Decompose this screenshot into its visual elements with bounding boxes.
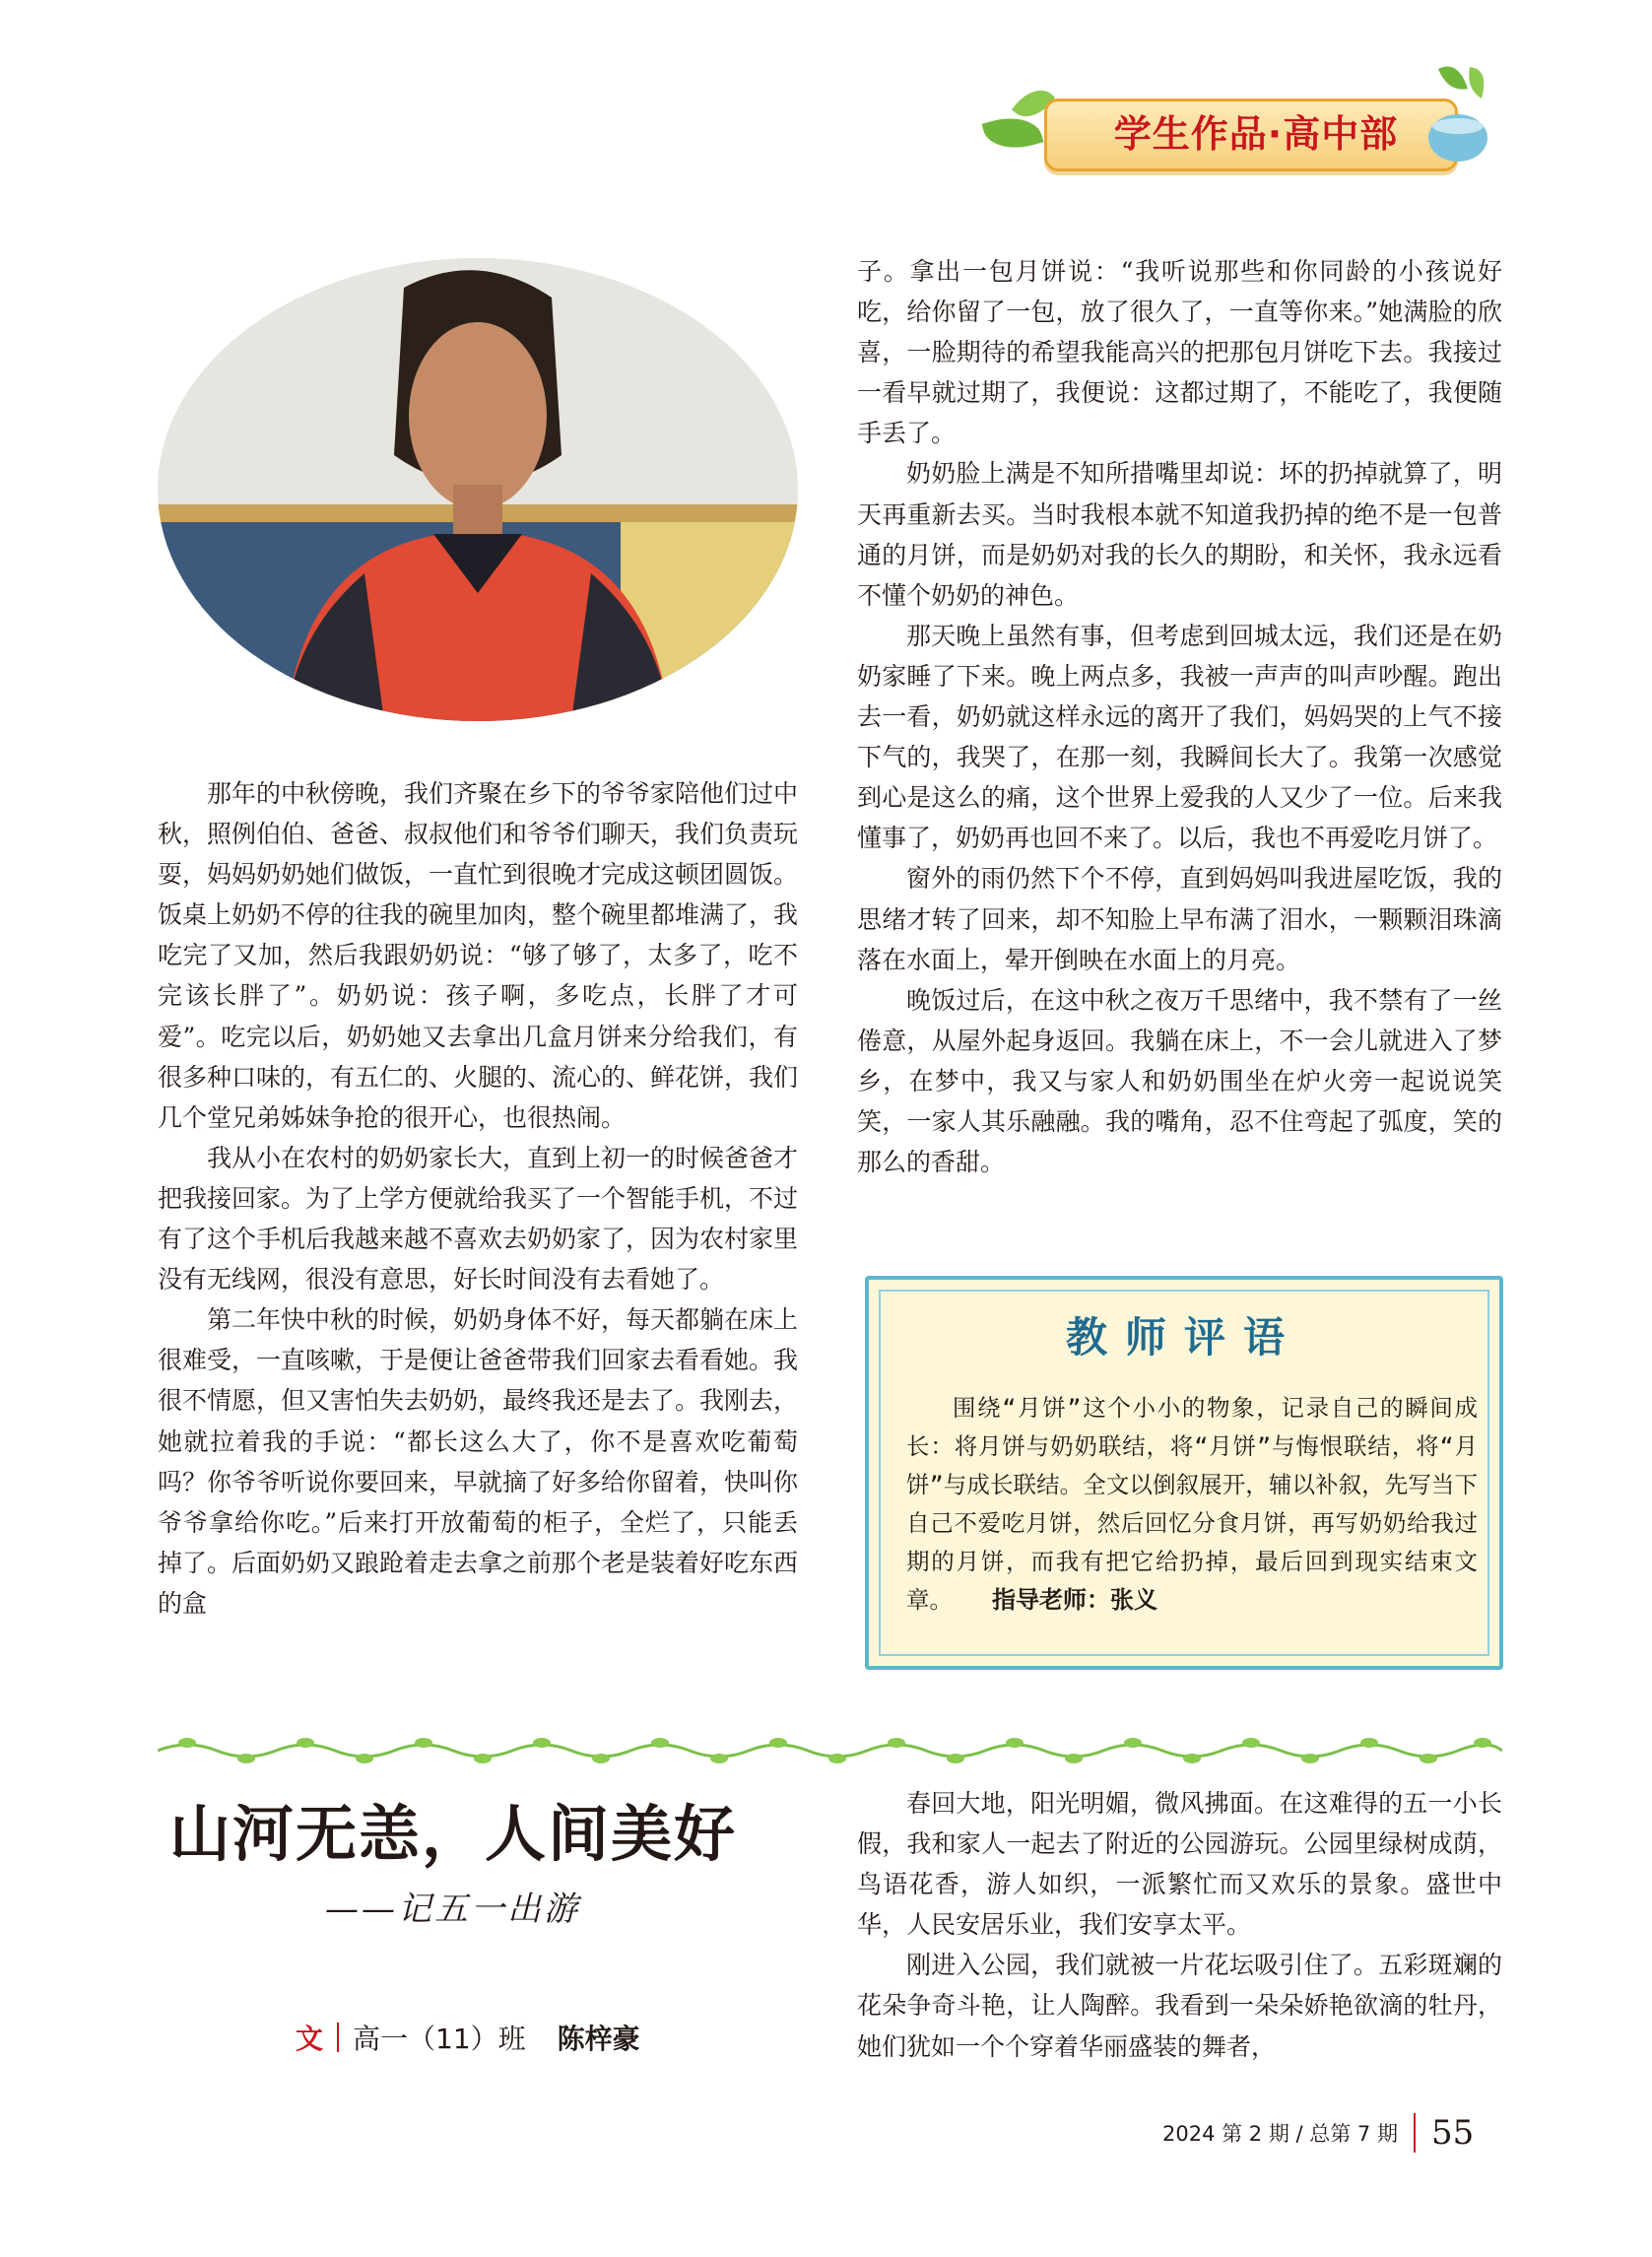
section-title: 学生作品·高中部: [1113, 112, 1399, 156]
teacher-signature: 指导老师：张义: [992, 1586, 1157, 1614]
article1-paragraph: 我从小在农村的奶奶家长大，直到上初一的时候爸爸才把我接回家。为了上学方便就给我买了一个智能手机，不过有了这个手机后我越来越不喜欢去奶奶家了，因为农村家里没有无线网，很没有意思，好长时间没有去看她了。: [158, 1143, 799, 1294]
leaf-decoration-icon: [982, 109, 1044, 156]
article1-paragraph: 奶奶脸上满是不知所措嘴里却说：坏的扔掉就算了，明天再重新去买。当时我根本就不知道我扔掉的绝不是一包普通的月饼，而是奶奶对我的长久的期盼，和关怀，我永远看不懂个奶奶的神色。: [857, 459, 1502, 610]
article2-paragraph: 刚进入公园，我们就被一片花坛吸引住了。五彩斑斓的花朵争奇斗艳，让人陶醉。我看到一朵朵娇艳欲滴的牡丹，她们犹如一个个穿着华丽盛装的舞者，: [857, 1951, 1502, 2061]
byline-label: 文: [296, 2023, 324, 2055]
article1-paragraph: 晚饭过后，在这中秋之夜万千思绪中，我不禁有了一丝倦意，从屋外起身返回。我躺在床上，不一会儿就进入了梦乡，在梦中，我又与家人和奶奶围坐在炉火旁一起说说笑笑，一家人其乐融融。我的嘴角，忍不住弯起了弧度，笑的那么的香甜。: [857, 985, 1502, 1177]
article1-right-column: [857, 251, 1502, 1182]
byline-class: 高一（11）班: [353, 2023, 526, 2055]
vine-divider: [158, 1734, 1502, 1767]
article1-paragraph: 子。拿出一包月饼说：“我听说那些和你同龄的小孩说好吃，给你留了一包，放了很久了，一直等你来。”她满脸的欣喜，一脸期待的希望我能高兴的把那包月饼吃下去。我接过一看早就过期了，我便说：这都过期了，不能吃了，我便随手丢了。: [857, 257, 1502, 448]
footer-divider: [1414, 2113, 1416, 2153]
teacher-comment-title: 教师评语: [1065, 1313, 1302, 1361]
teacher-comment-text: [906, 1389, 1478, 1620]
watering-can-icon: [1419, 59, 1497, 167]
article2-subtitle: ——记五一出游: [325, 1890, 580, 1929]
article1-left-column: [158, 773, 798, 1624]
article1-paragraph: 那天晚上虽然有事，但考虑到回城太远，我们还是在奶奶家睡了下来。晚上两点多，我被一声声的叫声吵醒。跑出去一看，奶奶就这样永远的离开了我们，妈妈哭的上气不接下气的，我哭了，在那一刻，我瞬间长大了。我第一次感觉到心是这么的痛，这个世界上爱我的人又少了一位。后来我懂事了，奶奶再也回不来了。以后，我也不再爱吃月饼了。: [857, 621, 1502, 853]
page-number: 55: [1430, 2113, 1475, 2153]
article2-title: 山河无恙，人间美好: [168, 1798, 737, 1870]
article1-paragraph: 窗外的雨仍然下个不停，直到妈妈叫我进屋吃饭，我的思绪才转了回来，却不知脸上早布满了泪水，一颗颗泪珠滴落在水面上，晕开倒映在水面上的月亮。: [857, 864, 1502, 974]
article2-paragraph: 春回大地，阳光明媚，微风拂面。在这难得的五一小长假，我和家人一起去了附近的公园游玩。公园里绿树成荫，鸟语花香，游人如织，一派繁忙而又欢乐的景象。盛世中华，人民安居乐业，我们安享太平。: [857, 1789, 1502, 1940]
article1-paragraph: 第二年快中秋的时候，奶奶身体不好，每天都躺在床上很难受，一直咳嗽，于是便让爸爸带我们回家去看看她。我很不情愿，但又害怕失去奶奶，最终我还是去了。我刚去，她就拉着我的手说：“都长这么大了，你不是喜欢吃葡萄吗？你爷爷听说你要回来，早就摘了好多给你留着，快叫你爷爷拿给你吃。”后来打开放葡萄的柜子，全烂了，只能丢掉了。后面奶奶又踉跄着走去拿之前那个老是装着好吃东西的盒: [158, 1305, 799, 1618]
article2-column: [857, 1783, 1502, 2067]
teacher-comment-body: 围绕“月饼”这个小小的物象，记录自己的瞬间成长：将月饼与奶奶联结，将“月饼”与悔恨联结，将“月饼”与成长联结。全文以倒叙展开，辅以补叙，先写当下自己不爱吃月饼，然后回忆分食月饼，再写奶奶给我过期的月饼，而我有把它给扔掉，最后回到现实结束文章。: [906, 1394, 1478, 1614]
issue-info: 2024 第 2 期 / 总第 7 期: [1162, 2122, 1398, 2146]
page-footer: [1162, 2113, 1474, 2153]
byline-divider: [337, 2023, 339, 2052]
student-portrait: [158, 258, 798, 721]
byline-author: 陈梓豪: [557, 2023, 640, 2055]
article1-paragraph: 那年的中秋傍晚，我们齐聚在乡下的爷爷家陪他们过中秋，照例伯伯、爸爸、叔叔他们和爷爷们聊天，我们负责玩耍，妈妈奶奶她们做饭，一直忙到很晚才完成这顿团圆饭。饭桌上奶奶不停的往我的碗里加肉，整个碗里都堆满了，我吃完了又加，然后我跟奶奶说：“够了够了，太多了，吃不完该长胖了”。奶奶说：孩子啊，多吃点，长胖了才可爱”。吃完以后，奶奶她又去拿出几盒月饼来分给我们，有很多种口味的，有五仁的、火腿的、流心的、鲜花饼，我们几个堂兄弟姊妹争抢的很开心，也很热闹。: [158, 779, 799, 1132]
article2-byline: [296, 2018, 640, 2057]
